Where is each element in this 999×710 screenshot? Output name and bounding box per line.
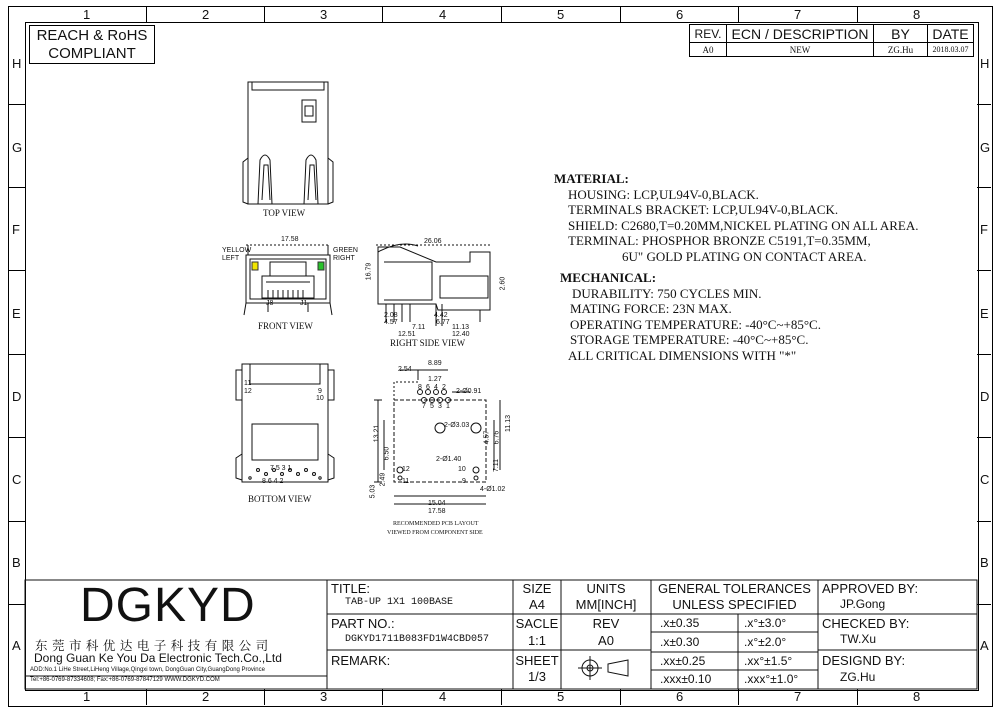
part-label: PART NO.: <box>331 616 395 631</box>
col-6-bottom: 6 <box>676 689 684 704</box>
compliance-line2: COMPLIANT <box>48 44 136 62</box>
col-3-bottom: 3 <box>320 689 328 704</box>
rev-header: REV. <box>689 24 727 43</box>
col-3: 3 <box>320 7 328 22</box>
right-view-label: RIGHT SIDE VIEW <box>390 338 466 348</box>
units-value: MM[INCH] <box>575 597 637 612</box>
row-B-right: B <box>980 555 989 570</box>
top-view-label: TOP VIEW <box>263 208 306 218</box>
title-label: TITLE: <box>331 581 371 596</box>
material-line-1: HOUSING: LCP,UL94V-0,BLACK. <box>568 186 759 202</box>
approved-value: JP.Gong <box>840 597 886 611</box>
pcb-p11: 11 <box>402 478 410 485</box>
pcb-m: 7.11 <box>493 458 501 473</box>
col-1-bottom: 1 <box>83 689 91 704</box>
rev-label: REV <box>592 616 620 631</box>
bottom-p12: 12 <box>244 388 252 395</box>
pcb-pin8: 8 <box>418 384 422 391</box>
pcb-pin3: 3 <box>438 403 442 410</box>
side-d4: 6.77 <box>436 319 450 326</box>
row-D-right: D <box>980 389 990 404</box>
col-7: 7 <box>794 7 802 22</box>
ecn-value: NEW <box>726 42 874 57</box>
tol-2: .x°±3.0° <box>744 616 787 630</box>
pcb-c: 1.27 <box>428 376 442 383</box>
row-A: A <box>12 638 21 653</box>
material-notes <box>554 171 919 264</box>
pcb-pin6: 6 <box>426 384 430 391</box>
pcb-pin7: 7 <box>422 403 426 410</box>
remark-label: REMARK: <box>331 653 391 668</box>
pcb-hole1: 2-Ø0.91 <box>456 388 482 395</box>
yellow-label: YELLOW <box>222 247 252 254</box>
row-C-right: C <box>980 472 990 487</box>
pcb-p9: 9 <box>462 478 466 485</box>
bottom-p9: 9 <box>318 388 322 395</box>
part-value: DGKYD1711B083FD1W4CBD057 <box>345 634 490 645</box>
col-4: 4 <box>439 7 447 22</box>
pcb-a: 8.89 <box>428 360 442 367</box>
material-line-3: SHIELD: C2680,T=0.20MM,NICKEL PLATING ON ALL AREA. <box>568 217 919 233</box>
pcb-q: 17.58 <box>428 508 446 515</box>
pcb-n: 2.49 <box>379 472 387 487</box>
pcb-label-2: VIEWED FROM COMPONENT SIDE <box>387 530 483 536</box>
side-d2: 4.57 <box>384 319 398 326</box>
company-logo: DGKYD <box>80 579 256 632</box>
col-7-bottom: 7 <box>794 689 802 704</box>
units-label: UNITS <box>586 581 626 596</box>
left-label: LEFT <box>222 255 240 262</box>
green-label: GREEN <box>333 247 358 254</box>
col-8: 8 <box>913 7 921 22</box>
pcb-h: 6.50 <box>383 446 391 461</box>
title-value: TAB-UP 1X1 100BASE <box>345 597 454 608</box>
scale-label: SACLE <box>515 616 559 631</box>
mechanical-notes <box>560 270 821 363</box>
col-2-bottom: 2 <box>202 689 210 704</box>
material-line-5: 6U" GOLD PLATING ON CONTACT AREA. <box>622 248 867 264</box>
pcb-pin4: 4 <box>434 384 438 391</box>
row-C: C <box>12 472 22 487</box>
pcb-label-1: RECOMMENDED PCB LAYOUT <box>393 521 479 527</box>
material-line-2: TERMINALS BRACKET: LCP,UL94V-0,BLACK. <box>568 202 839 217</box>
mechanical-line-2: MATING FORCE: 23N MAX. <box>570 301 732 316</box>
side-d6: 11.13 <box>452 324 469 331</box>
rev-value: A0 <box>689 42 727 57</box>
j8-label: J8 <box>266 300 274 307</box>
pcb-i: 4.57 <box>483 430 491 445</box>
company-contact: Tel:+86-0769-87334608; Fax:+86-0769-87847129 WWW.DGKYD.COM <box>30 677 220 683</box>
row-F: F <box>12 222 20 237</box>
top-view-drawing <box>243 82 333 204</box>
row-G-right: G <box>980 140 991 155</box>
row-B: B <box>12 555 21 570</box>
front-view-label: FRONT VIEW <box>258 321 313 331</box>
rev-value-block: A0 <box>598 633 614 648</box>
col-8-bottom: 8 <box>913 689 921 704</box>
projection-symbol <box>578 656 628 680</box>
bottom-view-label: BOTTOM VIEW <box>248 494 312 504</box>
row-H-right: H <box>980 56 990 71</box>
mechanical-line-5: ALL CRITICAL DIMENSIONS WITH "*" <box>568 347 797 363</box>
row-D: D <box>12 389 22 404</box>
ecn-header: ECN / DESCRIPTION <box>726 24 874 43</box>
pcb-g: 13.21 <box>373 424 381 443</box>
side-d1: 2.08 <box>384 312 398 319</box>
mechanical-title: MECHANICAL: <box>560 270 657 285</box>
tolerance-title-2: UNLESS SPECIFIED <box>672 597 797 612</box>
side-d7: 12.51 <box>398 331 416 338</box>
size-value: A4 <box>529 597 545 612</box>
date-value: 2018.03.07 <box>927 42 974 57</box>
scale-value: 1:1 <box>527 633 547 648</box>
front-view-drawing <box>244 245 332 315</box>
pcb-b: 2.54 <box>398 366 412 373</box>
compliance-line1: REACH & RoHS <box>36 26 148 44</box>
tol-3: .x±0.30 <box>660 635 700 649</box>
j1-label: J1 <box>300 300 308 307</box>
pcb-p10: 10 <box>458 466 466 473</box>
tol-7: .xxx±0.10 <box>660 672 712 686</box>
bottom-p11: 11 <box>244 380 252 387</box>
bottom-p10: 10 <box>316 395 324 402</box>
mechanical-line-3: OPERATING TEMPERATURE: -40°C~+85°C. <box>570 316 821 332</box>
pcb-pin2: 2 <box>442 384 446 391</box>
row-E: E <box>12 306 21 321</box>
side-r-dim: 2.60 <box>499 276 507 291</box>
sheet-label: SHEET <box>515 653 559 668</box>
pcb-j: 6.76 <box>493 430 501 445</box>
bottom-pins-even: 8 6 4 2 <box>262 478 284 485</box>
col-2: 2 <box>202 7 210 22</box>
by-value: ZG.Hu <box>873 42 928 57</box>
pcb-pin5: 5 <box>430 403 434 410</box>
sheet-value: 1/3 <box>527 669 547 684</box>
col-4-bottom: 4 <box>439 689 447 704</box>
col-5-bottom: 5 <box>557 689 565 704</box>
side-d5: 7.11 <box>412 324 426 331</box>
company-address: ADD:No.1 LiHe Street,LiHeng Village,Qingxi town, DongGuan City,GuangDong Province <box>30 667 265 673</box>
tol-5: .xx±0.25 <box>660 654 706 668</box>
mechanical-line-1: DURABILITY: 750 CYCLES MIN. <box>572 285 762 301</box>
pcb-hole4: 4-Ø1.02 <box>480 486 506 493</box>
size-label: SIZE <box>522 581 552 596</box>
col-6: 6 <box>676 7 684 22</box>
pcb-k: 11.13 <box>505 415 512 432</box>
designed-label: DESIGND BY: <box>822 653 906 668</box>
tol-4: .x°±2.0° <box>744 635 787 649</box>
tolerance-title-1: GENERAL TOLERANCES <box>658 581 811 596</box>
pcb-pin1: 1 <box>446 403 450 410</box>
front-width-dim: 17.58 <box>281 236 299 243</box>
date-header: DATE <box>927 24 974 43</box>
side-d8: 12.40 <box>452 331 470 338</box>
tol-8: .xxx°±1.0° <box>744 672 799 686</box>
mechanical-line-4: STORAGE TEMPERATURE: -40°C~+85°C. <box>570 332 809 347</box>
side-width-dim: 26.06 <box>424 238 442 245</box>
row-A-right: A <box>980 638 989 653</box>
checked-label: CHECKED BY: <box>822 616 910 631</box>
bottom-pins-odd: 7 5 3 1 <box>270 465 292 472</box>
row-E-right: E <box>980 306 989 321</box>
pcb-hole3: 2-Ø1.40 <box>436 456 462 463</box>
tol-1: .x±0.35 <box>660 616 700 630</box>
col-1: 1 <box>83 7 91 22</box>
pcb-hole2: 2-Ø3.03 <box>444 422 470 429</box>
row-F-right: F <box>980 222 988 237</box>
checked-value: TW.Xu <box>840 632 877 646</box>
side-height-dim: 16.79 <box>365 262 373 281</box>
company-name-en: Dong Guan Ke You Da Electronic Tech.Co.,Ltd <box>34 651 282 665</box>
pcb-p: 15.04 <box>428 500 446 507</box>
material-title: MATERIAL: <box>554 171 629 186</box>
row-G: G <box>12 140 23 155</box>
by-header: BY <box>873 24 928 43</box>
pcb-o: 5.03 <box>369 484 377 499</box>
company-name-cn: 东 莞 市 科 优 达 电 子 科 技 有 限 公 司 <box>35 639 269 653</box>
tol-6: .xx°±1.5° <box>744 654 793 668</box>
col-5: 5 <box>557 7 565 22</box>
designed-value: ZG.Hu <box>840 670 876 684</box>
pcb-p12: 12 <box>402 466 410 473</box>
material-line-4: TERMINAL: PHOSPHOR BRONZE C5191,T=0.35MM, <box>568 233 871 248</box>
row-H: H <box>12 56 22 71</box>
approved-label: APPROVED BY: <box>822 581 919 596</box>
right-label: RIGHT <box>333 255 355 262</box>
side-d3: 4.42 <box>434 312 448 319</box>
